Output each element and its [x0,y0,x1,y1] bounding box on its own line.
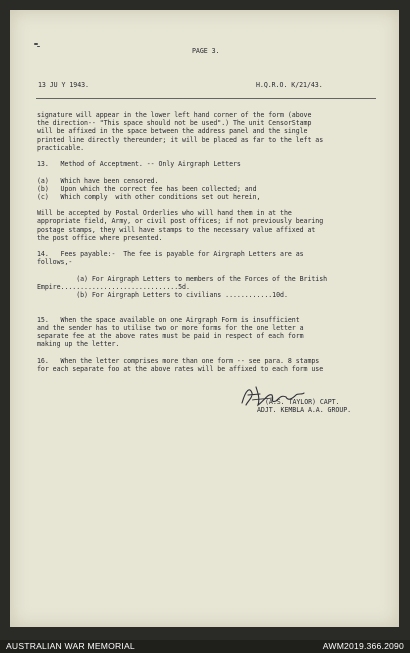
body-line [37,348,327,356]
footer-institution: AUSTRALIAN WAR MEMORIAL [6,641,135,651]
signature-name: (A.S. TAYLOR) CAPT. [265,398,340,406]
footer-bar [0,640,410,653]
body-line [37,267,327,275]
body-line: 13. Method of Acceptment. -- Only Airgraph Letters [37,160,241,169]
document-reference: H.Q.R.O. K/21/43. [256,81,323,89]
body-line: Will be accepted by Postal Orderlies who will hand them in at the [37,209,292,218]
page-number: PAGE 3. [192,47,220,55]
body-line: (c) Which comply with other conditions set out herein, [37,192,261,201]
body-line: making up the letter. [37,340,120,349]
body-line: (a) Which have been censored. [37,176,159,185]
body-line: the direction-- "This space should not be used".) The unit CensorStamp [37,119,312,128]
body-line: (b) Upon which the correct fee has been collected; and [37,184,257,193]
body-text [37,111,327,373]
hole-punch-mark [37,46,40,47]
body-line: will be affixed in the space between the address panel and the single [37,127,308,136]
body-line: the post office where presented. [37,233,163,242]
body-line: 15. When the space available on one Airgraph Form is insufficient [37,315,300,324]
body-line: (a) For Airgraph Letters to members of the Forces of the British [37,274,328,283]
body-line [37,299,327,307]
body-line [37,152,327,160]
body-line [37,201,327,209]
hole-punch-mark [34,43,38,45]
header-rule [36,98,376,99]
body-line: signature will appear in the lower left hand corner of the form (above [37,111,312,119]
body-line: 16. When the letter comprises more than one form -- see para. 8 stamps [37,356,320,365]
body-line: and the sender has to utilise two or more forms for the one letter a [37,323,304,332]
body-line: Empire..............................5d. [37,282,190,291]
body-line: appropriate field, Army, or civil post offices; if not previously bearing [37,217,324,226]
body-line [37,168,327,176]
body-line: for each separate foo at the above rates will be affixed to each form use [37,364,324,373]
body-line: follows,- [37,258,73,267]
body-line: printed line directly thereunder; it will be placed as far to the left as [37,135,324,144]
signature-unit: ADJT. KEMBLA A.A. GROUP. [257,406,352,414]
body-line: practicable. [37,143,85,152]
body-line [37,308,327,316]
body-line [37,242,327,250]
document-date: 13 JU Y 1943. [38,81,89,89]
body-line: separate fee at the above rates must be paid in respect of each form [37,332,304,341]
body-line: 14. Fees payable:- The fee is payable for Airgraph Letters are as [37,250,304,259]
body-line: (b) For Airgraph Letters to civilians ............10d. [37,291,288,300]
footer-accession-number: AWM2019.366.2090 [322,641,404,651]
body-line: postage stamps, they will have stamps to the necessary value affixed at [37,225,316,234]
